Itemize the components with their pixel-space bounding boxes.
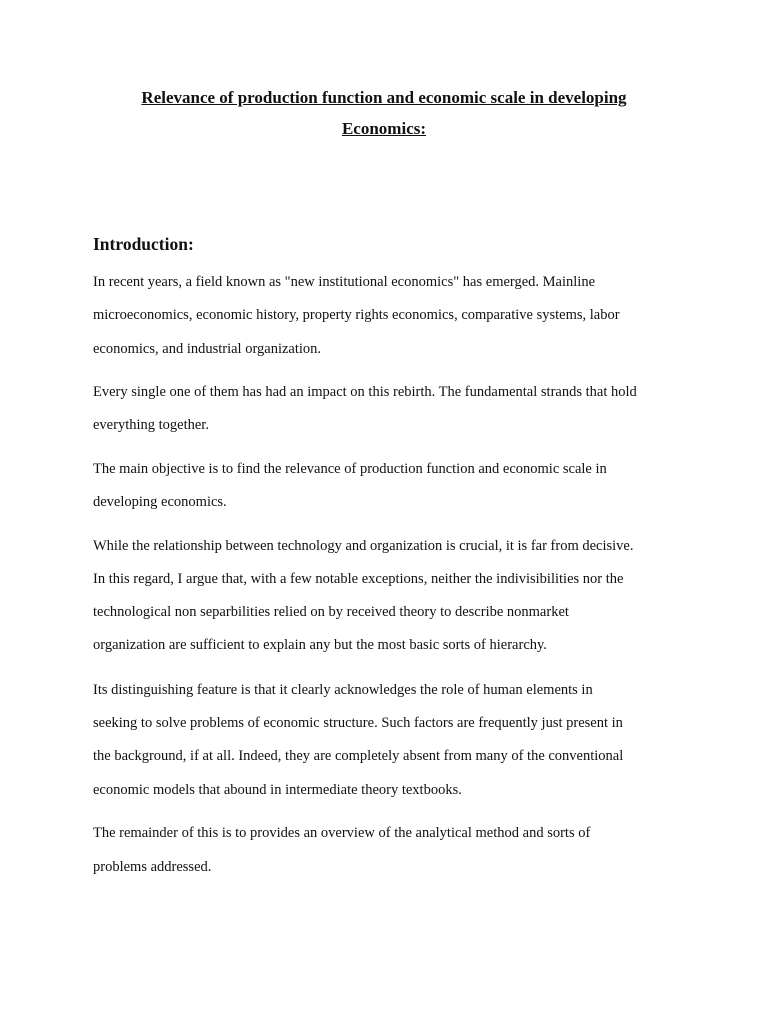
paragraph-line: microeconomics, economic history, property rights economics, comparative systems, labor bbox=[93, 307, 620, 323]
paragraph-line: The main objective is to find the relevance of production function and economic scale in bbox=[93, 461, 607, 477]
paragraph-line: In recent years, a field known as "new institutional economics" has emerged. Mainline bbox=[93, 274, 596, 290]
paragraph-line: In this regard, I argue that, with a few notable exceptions, neither the indivisibilities nor the bbox=[93, 571, 624, 587]
paragraph-line: economic models that abound in intermediate theory textbooks. bbox=[93, 782, 462, 798]
section-heading-introduction: Introduction: bbox=[93, 234, 194, 254]
paragraph-line: the background, if at all. Indeed, they are completely absent from many of the conventional bbox=[93, 748, 624, 764]
paragraph-line: problems addressed. bbox=[93, 859, 212, 875]
paragraph-line: seeking to solve problems of economic structure. Such factors are frequently just present in bbox=[93, 715, 623, 731]
paragraph-line: Its distinguishing feature is that it clearly acknowledges the role of human elements in bbox=[93, 682, 593, 698]
document-title-line-1: Relevance of production function and economic scale in developing bbox=[141, 88, 627, 107]
paragraph-line: The remainder of this is to provides an overview of the analytical method and sorts of bbox=[93, 825, 591, 841]
paragraph-line: economics, and industrial organization. bbox=[93, 341, 322, 357]
paragraph-line: everything together. bbox=[93, 417, 209, 433]
paragraph-line: technological non separbilities relied on by received theory to describe nonmarket bbox=[93, 604, 569, 620]
paragraph-line: developing economics. bbox=[93, 494, 227, 510]
paragraph-line: While the relationship between technology and organization is crucial, it is far from decisive. bbox=[93, 538, 634, 554]
paragraph-line: Every single one of them has had an impact on this rebirth. The fundamental strands that hold bbox=[93, 384, 637, 400]
paragraph-line: organization are sufficient to explain any but the most basic sorts of hierarchy. bbox=[93, 637, 547, 653]
document-title-line-2: Economics: bbox=[341, 119, 427, 138]
